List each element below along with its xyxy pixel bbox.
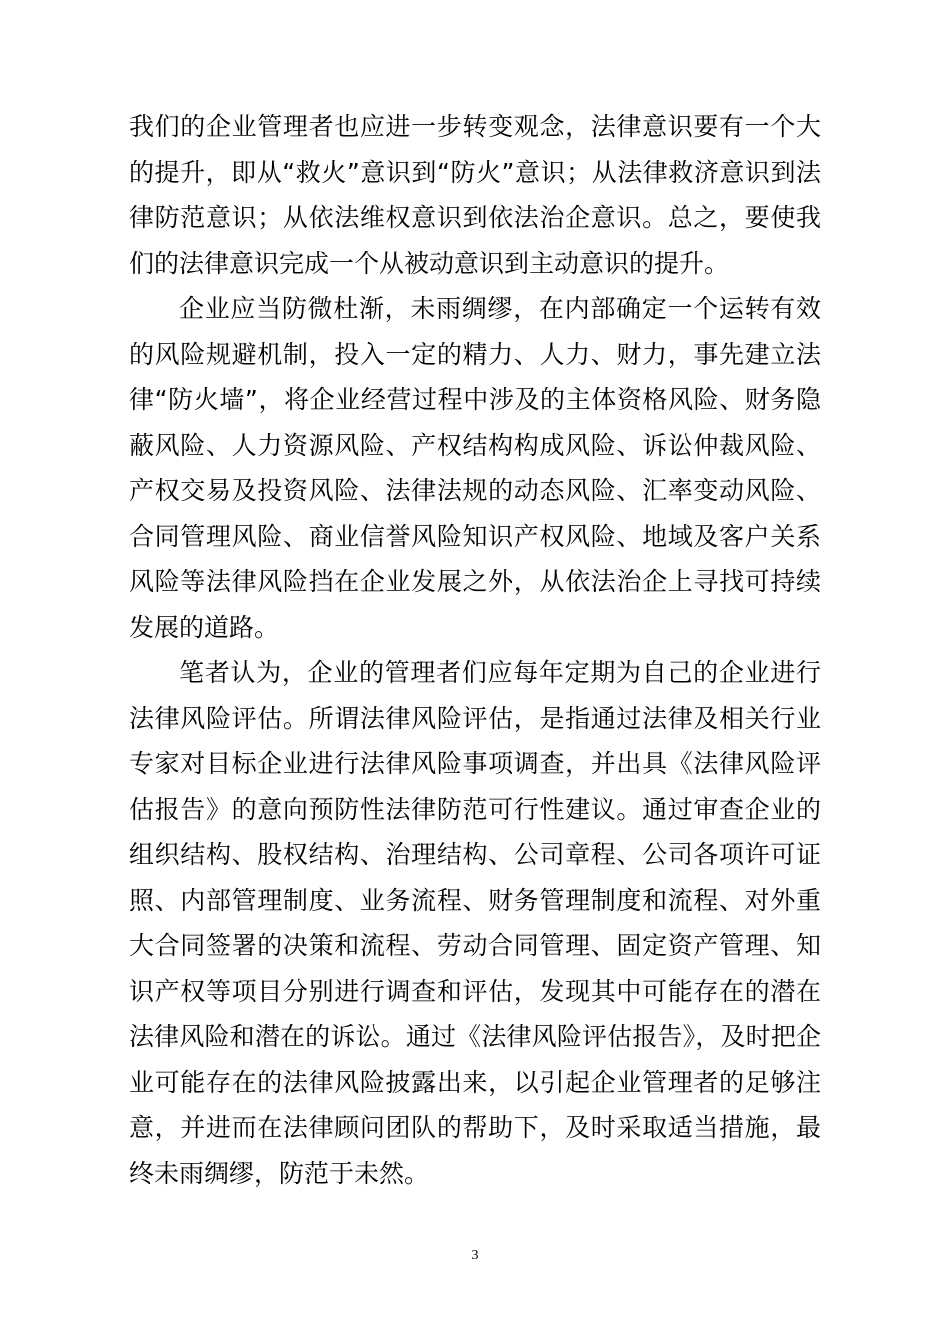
body-text	[129, 104, 821, 1196]
paragraph-1: 我们的企业管理者也应进一步转变观念，法律意识要有一个大的提升，即从“救火”意识到“防火”意识；从法律救济意识到法律防范意识；从依法维权意识到依法治企意识。总之，要使我们的法律意识完成一个从被动意识到主动意识的提升。	[129, 112, 821, 278]
page-number: 3	[471, 1248, 479, 1263]
paragraph-3: 笔者认为，企业的管理者们应每年定期为自己的企业进行法律风险评估。所谓法律风险评估，是指通过法律及相关行业专家对目标企业进行法律风险事项调查，并出具《法律风险评估报告》的意向预防性法律防范可行性建议。通过审查企业的组织结构、股权结构、治理结构、公司章程、公司各项许可证照、内部管理制度、业务流程、财务管理制度和流程、对外重大合同签署的决策和流程、劳动合同管理、固定资产管理、知识产权等项目分别进行调查和评估，发现其中可能存在的潜在法律风险和潜在的诉讼。通过《法律风险评估报告》，及时把企业可能存在的法律风险披露出来，以引起企业管理者的足够注意，并进而在法律顾问团队的帮助下，及时采取适当措施，最终未雨绸缪，防范于未然。	[129, 658, 821, 1188]
paragraph-2: 企业应当防微杜渐，未雨绸缪，在内部确定一个运转有效的风险规避机制，投入一定的精力、人力、财力，事先建立法律“防火墙”，将企业经营过程中涉及的主体资格风险、财务隐蔽风险、人力资源风险、产权结构构成风险、诉讼仲裁风险、产权交易及投资风险、法律法规的动态风险、汇率变动风险、合同管理风险、商业信誉风险知识产权风险、地域及客户关系风险等法律风险挡在企业发展之外，从依法治企上寻找可持续发展的道路。	[129, 294, 821, 642]
